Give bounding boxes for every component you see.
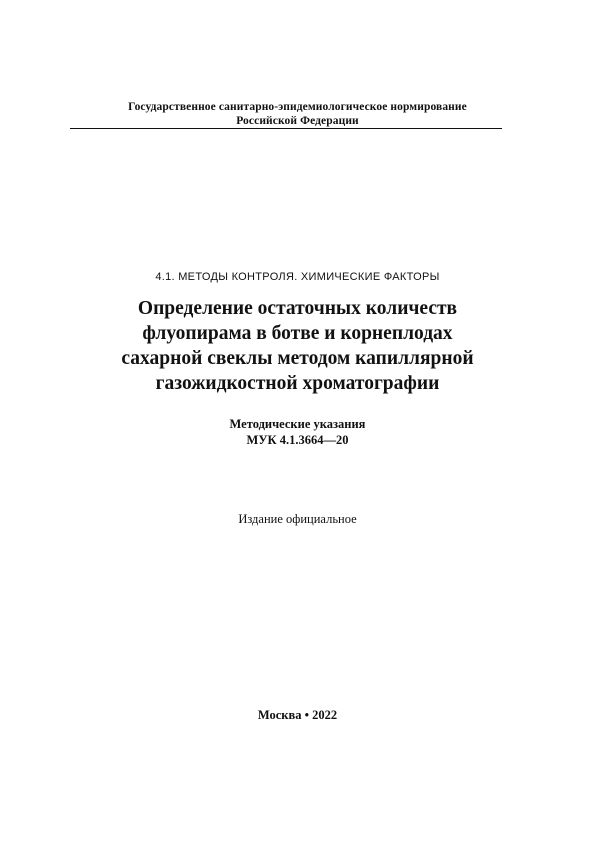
place-and-year: Москва • 2022 <box>257 708 338 722</box>
document-title <box>0 296 595 396</box>
doc-type-code: МУК 4.1.3664—20 <box>246 433 349 447</box>
issuer-line-1: Государственное санитарно-эпидемиологическое нормирование <box>128 101 467 113</box>
title-line-1: Определение остаточных количеств <box>137 298 458 319</box>
title-line-3: сахарной свеклы методом капиллярной <box>121 348 474 369</box>
edition-note: Издание официальное <box>238 512 357 526</box>
doc-type-name: Методические указания <box>229 417 366 431</box>
section-label: 4.1. МЕТОДЫ КОНТРОЛЯ. ХИМИЧЕСКИЕ ФАКТОРЫ <box>155 271 440 283</box>
header-divider <box>70 128 502 129</box>
title-line-2: флуопирама в ботве и корнеплодах <box>142 323 453 344</box>
title-line-4: газожидкостной хроматографии <box>155 373 440 394</box>
document-type <box>0 416 595 448</box>
issuer-header <box>0 100 595 128</box>
issuer-line-2: Российской Федерации <box>236 115 359 127</box>
